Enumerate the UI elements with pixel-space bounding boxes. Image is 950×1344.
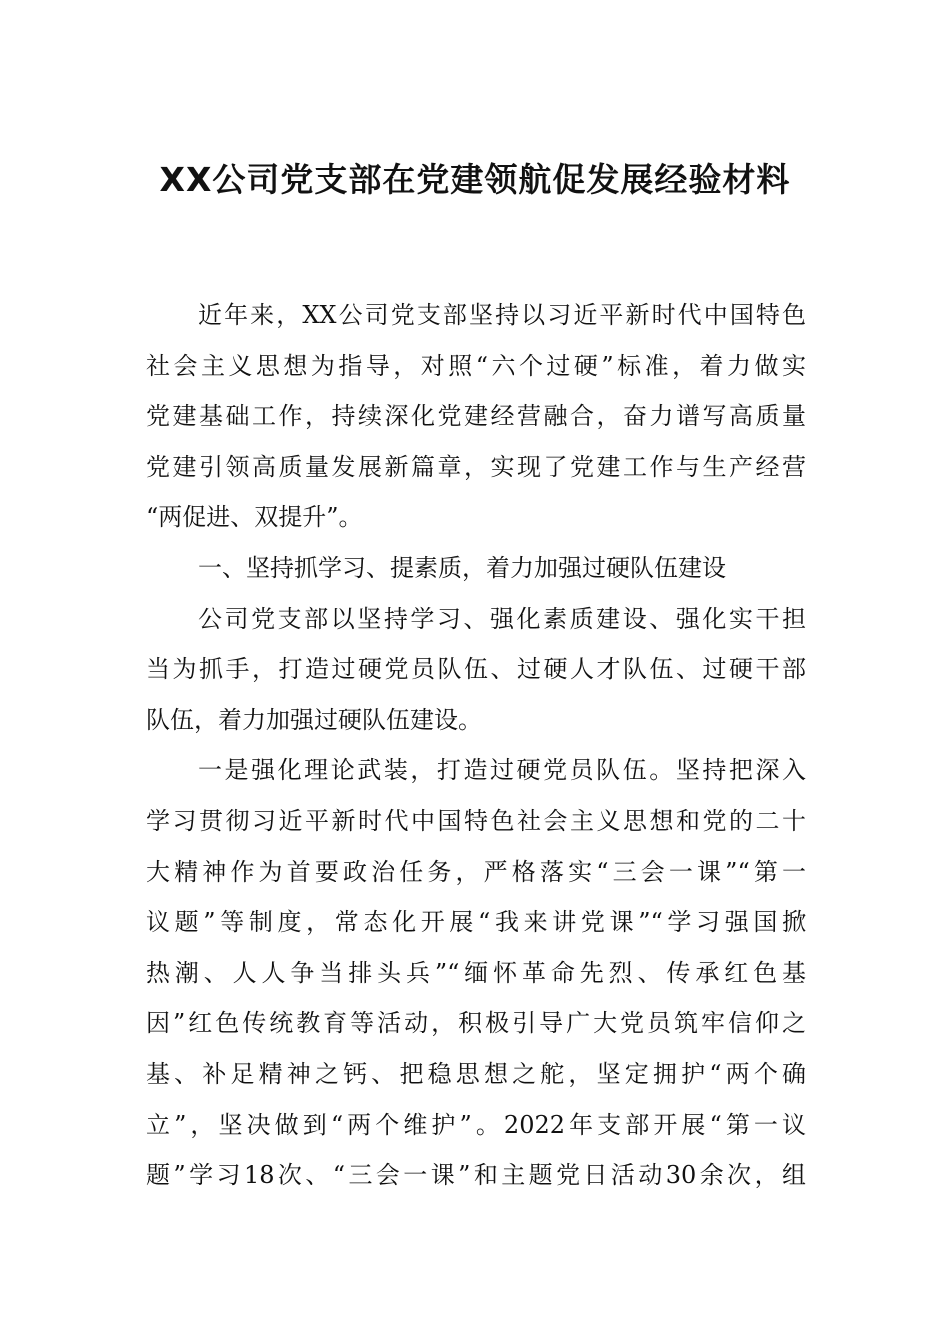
paragraph-line: 立”，坚决做到“两个维护”。2022年支部开展“第一议 xyxy=(146,1110,806,1139)
paragraph-line: 近年来，XX公司党支部坚持以习近平新时代中国特色 xyxy=(198,301,806,329)
document-body xyxy=(146,290,806,1201)
paragraph-line: 当为抓手，打造过硬党员队伍、过硬人才队伍、过硬干部 xyxy=(146,655,806,684)
paragraph-line: “两促进、双提升”。 xyxy=(146,503,363,532)
section-heading: 一、坚持抓学习、提素质，着力加强过硬队伍建设 xyxy=(198,553,726,582)
paragraph-line: 因”红色传统教育等活动，积极引导广大党员筑牢信仰之 xyxy=(146,1009,806,1038)
paragraph-line: 一是强化理论武装，打造过硬党员队伍。坚持把深入 xyxy=(198,756,806,785)
paragraph-line: 热潮、人人争当排头兵”“缅怀革命先烈、传承红色基 xyxy=(146,958,806,987)
paragraph-line: 党建引领高质量发展新篇章，实现了党建工作与生产经营 xyxy=(146,452,806,481)
paragraph-line: 公司党支部以坚持学习、强化素质建设、强化实干担 xyxy=(198,604,806,633)
paragraph-line: 学习贯彻习近平新时代中国特色社会主义思想和党的二十 xyxy=(146,806,806,835)
paragraph-line: 队伍，着力加强过硬队伍建设。 xyxy=(146,705,482,734)
paragraph-line: 大精神作为首要政治任务，严格落实“三会一课”“第一 xyxy=(146,857,806,886)
document-title: XX公司党支部在党建领航促发展经验材料 xyxy=(159,160,791,199)
paragraph-line: 党建基础工作，持续深化党建经营融合，奋力谱写高质量 xyxy=(146,402,806,431)
paragraph-line: 题”学习18次、“三会一课”和主题党日活动30余次，组 xyxy=(146,1161,806,1190)
paragraph-line: 议题”等制度，常态化开展“我来讲党课”“学习强国掀 xyxy=(146,908,806,937)
paragraph-line: 基、补足精神之钙、把稳思想之舵，坚定拥护“两个确 xyxy=(146,1059,806,1088)
paragraph-line: 社会主义思想为指导，对照“六个过硬”标准，着力做实 xyxy=(146,351,806,380)
